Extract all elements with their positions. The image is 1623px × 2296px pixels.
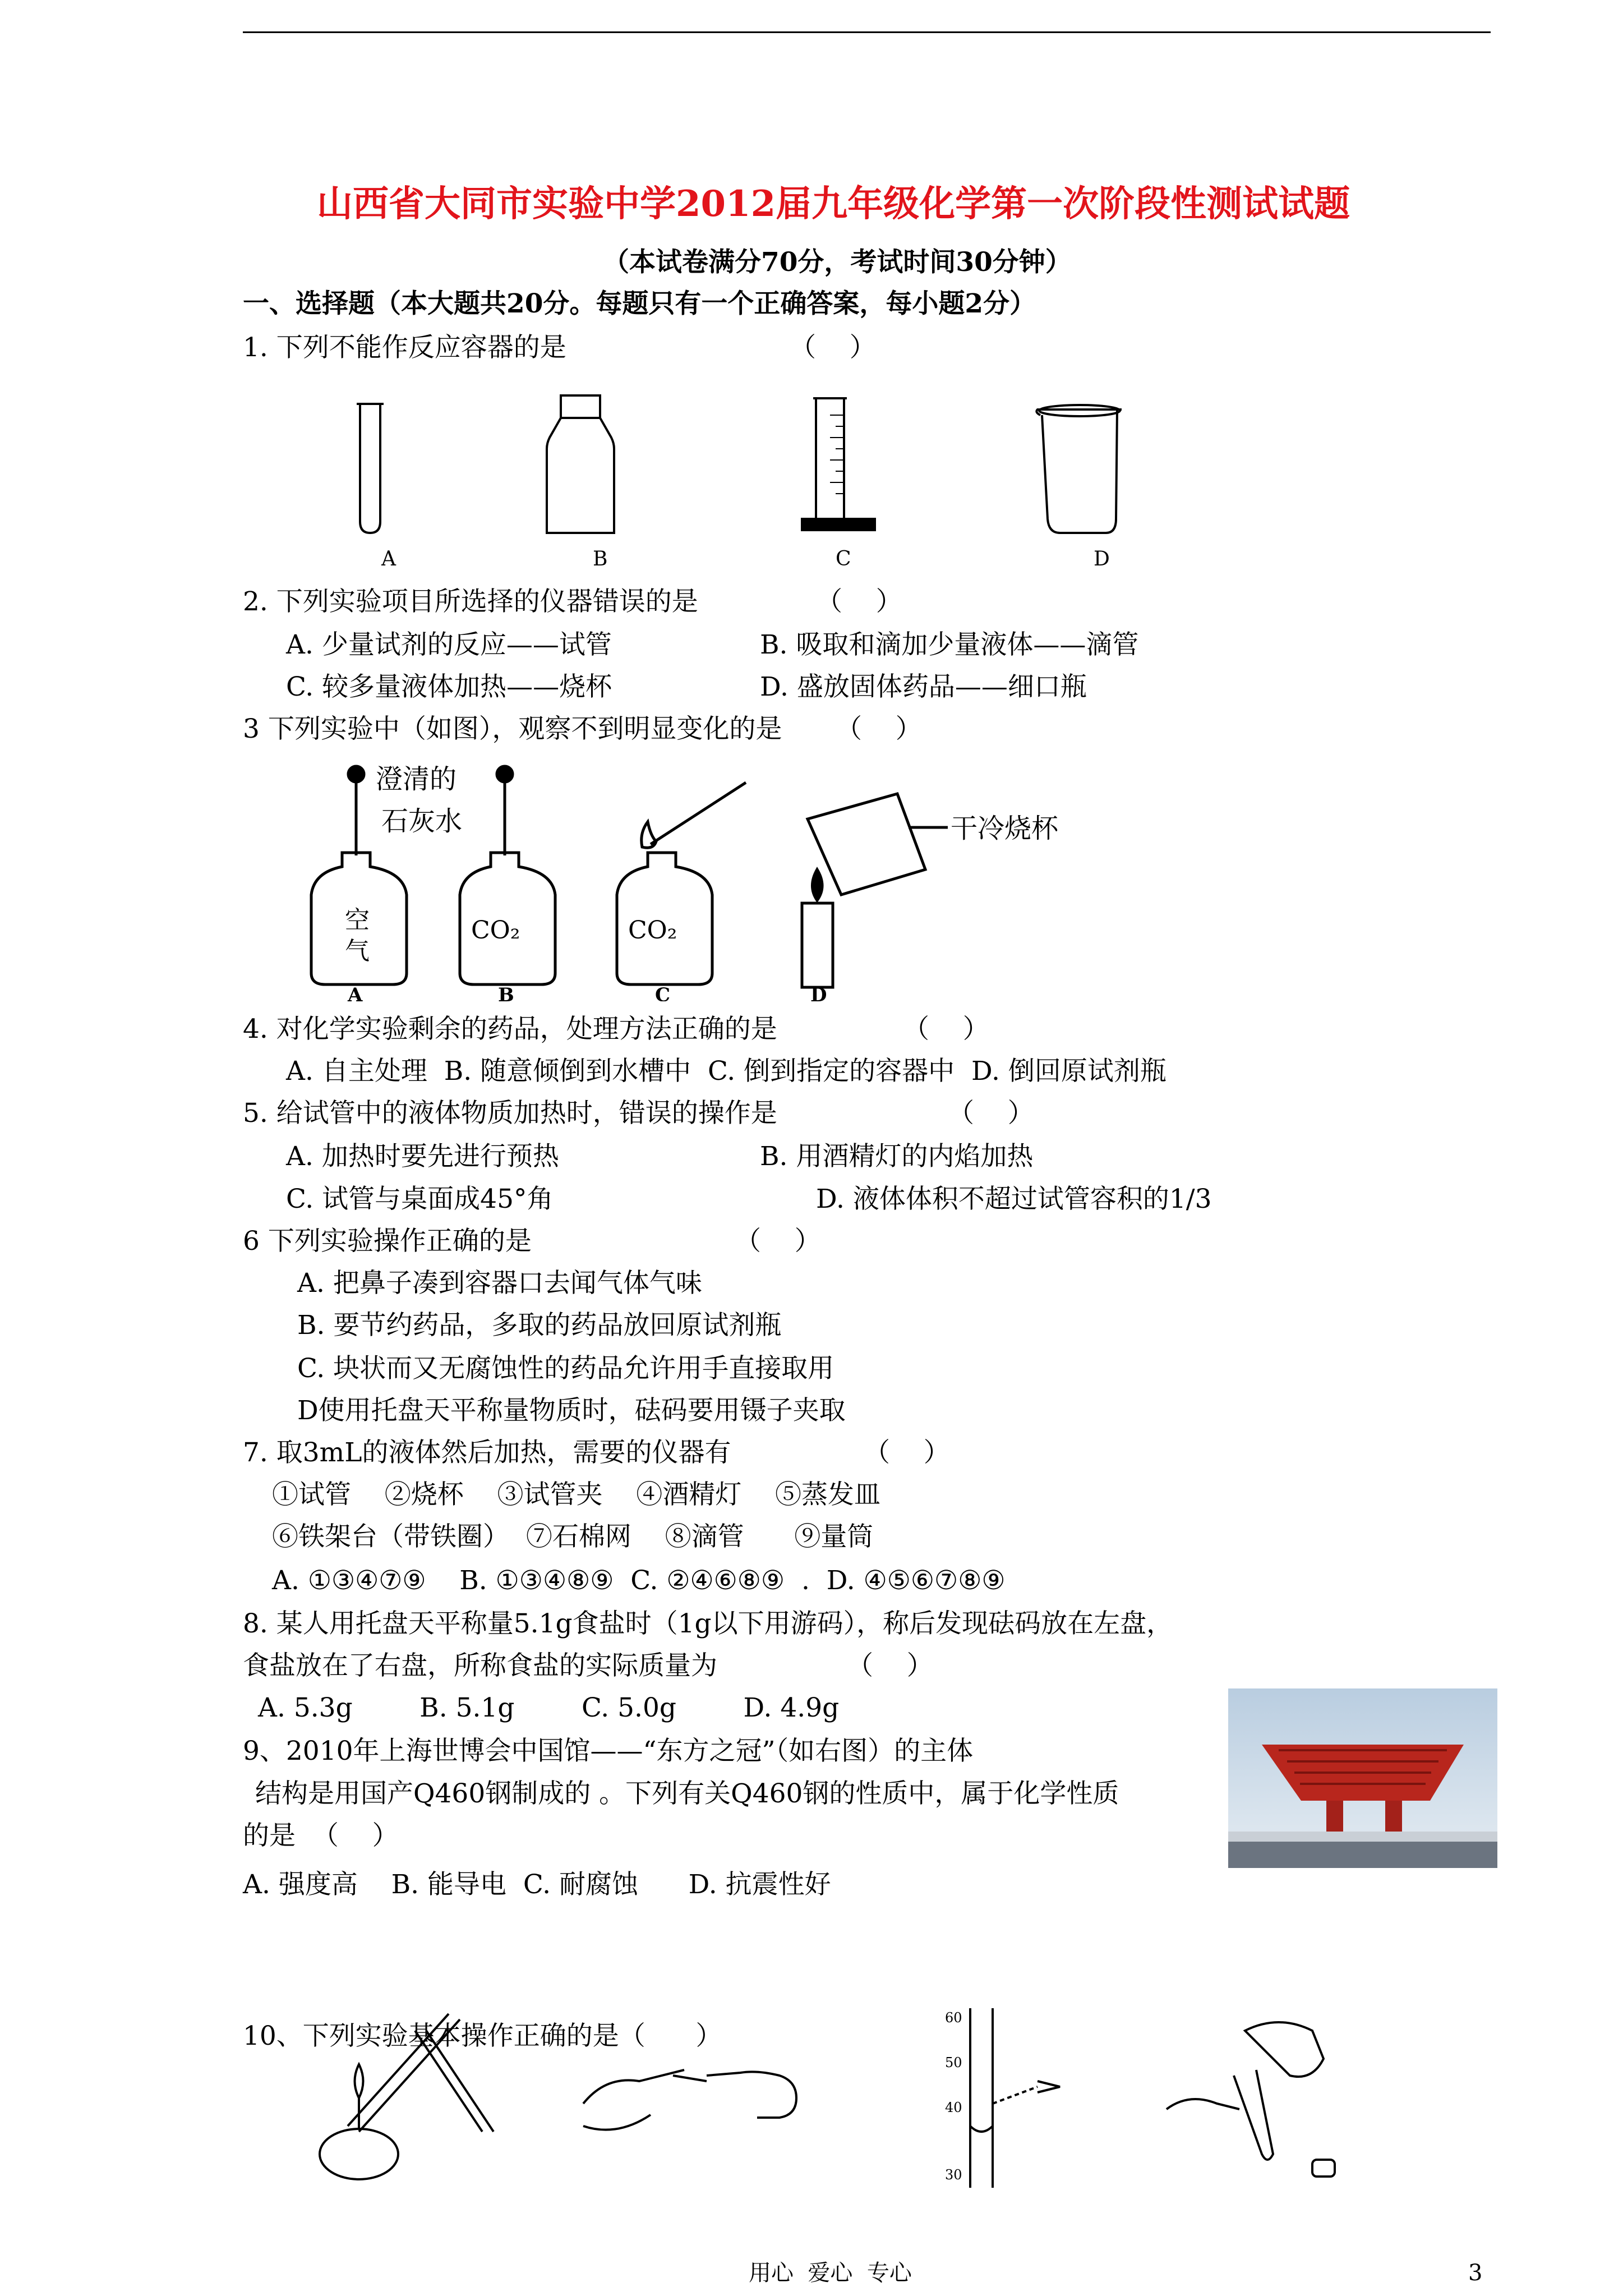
q8-options: A. 5.3g B. 5.1g C. 5.0g D. 4.9g xyxy=(258,1692,840,1723)
svg-text:B: B xyxy=(498,984,514,1001)
q8-line-1: 8. 某人用托盘天平称量5.1g食盐时（1g以下用游码），称后发现砝码放在左盘， xyxy=(243,1608,1173,1639)
q7-items-2: ⑥铁架台（带铁圈） ⑦石棉网 ⑧滴管 ⑨量筒 xyxy=(272,1521,874,1552)
china-pavilion-photo xyxy=(1228,1688,1497,1868)
q4-answer-paren: （ ） xyxy=(903,1014,989,1045)
q6-option-d: D使用托盘天平称量物质时，砝码要用镊子夹取 xyxy=(297,1395,846,1426)
q6-option-b: B. 要节约药品，多取的药品放回原试剂瓶 xyxy=(297,1310,782,1341)
q5-answer-paren: （ ） xyxy=(948,1098,1034,1129)
svg-text:空: 空 xyxy=(345,906,370,935)
q4-stem: 4. 对化学实验剩余的药品，处理方法正确的是 xyxy=(243,1014,777,1045)
svg-text:C: C xyxy=(655,984,671,1001)
q8-line-2: 食盐放在了右盘，所称食盐的实际质量为 xyxy=(243,1650,717,1681)
svg-text:D: D xyxy=(810,984,827,1001)
q1-answer-paren: （ ） xyxy=(790,332,876,363)
header-rule xyxy=(243,31,1491,33)
q7-options: A. ①③④⑦⑨ B. ①③④⑧⑨ C. ②④⑥⑧⑨ . D. ④⑤⑥⑦⑧⑨ xyxy=(272,1565,1006,1596)
q7-stem: 7. 取3mL的液体然后加热，需要的仪器有 xyxy=(243,1437,731,1468)
q4-options: A. 自主处理 B. 随意倾倒到水槽中 C. 倒到指定的容器中 D. 倒回原试剂瓶 xyxy=(286,1056,1166,1087)
test-tube-icon xyxy=(357,404,384,533)
q6-stem: 6 下列实验操作正确的是 xyxy=(243,1226,532,1257)
q2-answer-paren: （ ） xyxy=(816,586,902,617)
q10-cyl-tick-50: 50 xyxy=(945,2055,962,2070)
q1-label-a: A xyxy=(381,547,396,570)
q1-label-b: B xyxy=(593,547,608,570)
svg-text:澄清的: 澄清的 xyxy=(376,763,457,795)
q5-option-c: C. 试管与桌面成45°角 xyxy=(286,1184,554,1214)
q9-options: A. 强度高 B. 能导电 C. 耐腐蚀 D. 抗震性好 xyxy=(243,1869,831,1900)
q1-label-c: C xyxy=(836,547,851,570)
q10-cyl-tick-60: 60 xyxy=(945,2010,962,2026)
q2-option-d: D. 盛放固体药品——细口瓶 xyxy=(760,671,1087,702)
q10-cyl-tick-30: 30 xyxy=(945,2167,962,2183)
q9-line-3: 的是 （ ） xyxy=(243,1820,399,1851)
q3-figure xyxy=(303,760,1122,1001)
section-heading: 一、选择题（本大题共20分。每题只有一个正确答案，每小题2分） xyxy=(243,288,1036,319)
q1-figure xyxy=(336,393,1122,572)
q2-option-a: A. 少量试剂的反应——试管 xyxy=(286,629,612,660)
q7-answer-paren: （ ） xyxy=(864,1437,950,1468)
q9-line-1: 9、2010年上海世博会中国馆——“东方之冠”（如右图）的主体 xyxy=(243,1736,974,1766)
svg-text:A: A xyxy=(348,984,363,1001)
q10-stem: 10、下列实验基本操作正确的是（ ） xyxy=(243,2021,722,2051)
q2-option-b: B. 吸取和滴加少量液体——滴管 xyxy=(760,629,1139,660)
footer-page-number: 3 xyxy=(1468,2260,1483,2286)
bottle-icon xyxy=(547,395,614,533)
q5-option-d: D. 液体体积不超过试管容积的1/3 xyxy=(816,1184,1212,1214)
q2-stem: 2. 下列实验项目所选择的仪器错误的是 xyxy=(243,586,698,617)
beaker-icon xyxy=(1036,405,1122,533)
q7-items-1: ①试管 ②烧杯 ③试管夹 ④酒精灯 ⑤蒸发皿 xyxy=(272,1479,881,1510)
svg-text:CO₂: CO₂ xyxy=(628,916,677,945)
q6-option-a: A. 把鼻子凑到容器口去闻气体气味 xyxy=(297,1268,702,1299)
q5-option-a: A. 加热时要先进行预热 xyxy=(286,1141,559,1172)
q1-stem: 1. 下列不能作反应容器的是 xyxy=(243,332,566,363)
svg-text:干冷烧杯: 干冷烧杯 xyxy=(951,813,1059,844)
q5-option-b: B. 用酒精灯的内焰加热 xyxy=(760,1141,1034,1172)
q9-line-2: 结构是用国产Q460钢制成的 。下列有关Q460钢的性质中，属于化学性质 xyxy=(255,1778,1119,1809)
q3-stem: 3 下列实验中（如图），观察不到明显变化的是 xyxy=(243,714,782,744)
graduated-cylinder-icon xyxy=(802,398,875,530)
page-title: 山西省大同市实验中学2012届九年级化学第一次阶段性测试试题 xyxy=(317,183,1350,225)
q6-option-c: C. 块状而又无腐蚀性的药品允许用手直接取用 xyxy=(297,1353,834,1384)
q10-cyl-tick-40: 40 xyxy=(945,2100,962,2115)
footer-center: 用心 爱心 专心 xyxy=(749,2260,912,2286)
q5-stem: 5. 给试管中的液体物质加热时，错误的操作是 xyxy=(243,1098,777,1129)
svg-text:CO₂: CO₂ xyxy=(471,916,520,945)
q10-figures xyxy=(314,1997,1408,2205)
q8-answer-paren: （ ） xyxy=(847,1650,933,1681)
svg-text:气: 气 xyxy=(345,937,370,965)
svg-text:石灰水: 石灰水 xyxy=(381,806,463,837)
q2-option-c: C. 较多量液体加热——烧杯 xyxy=(286,671,612,702)
page-subtitle: （本试卷满分70分，考试时间30分钟） xyxy=(603,247,1072,278)
q3-answer-paren: （ ） xyxy=(836,714,922,744)
q1-label-d: D xyxy=(1094,547,1110,570)
q6-answer-paren: （ ） xyxy=(735,1226,821,1257)
